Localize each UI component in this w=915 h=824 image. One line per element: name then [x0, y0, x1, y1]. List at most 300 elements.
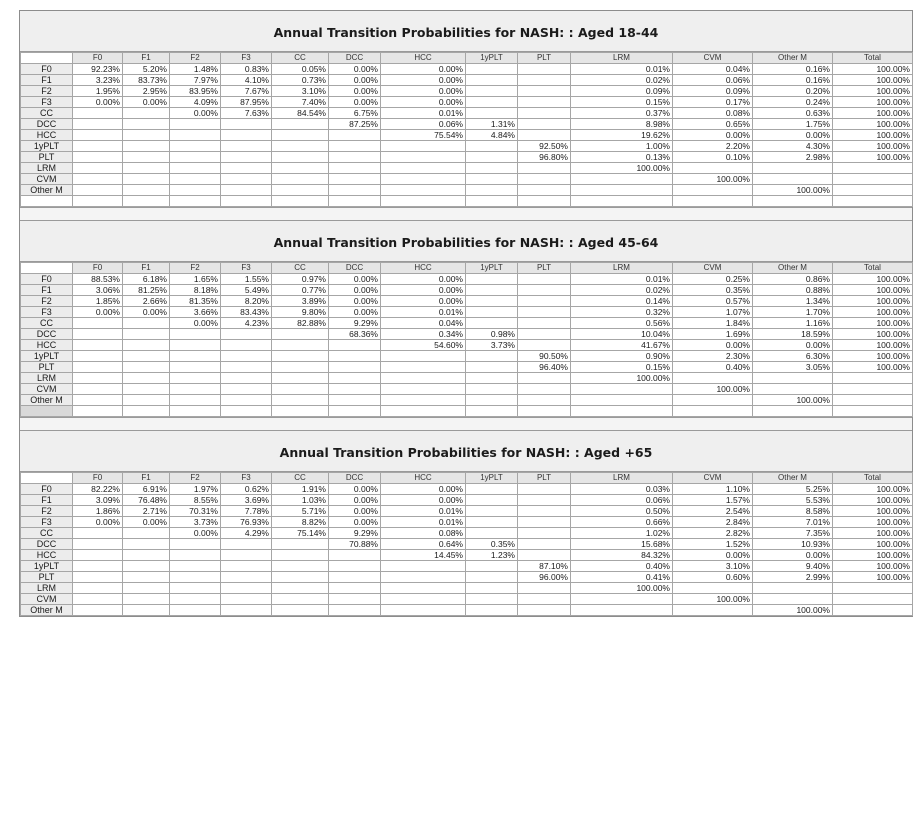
data-cell[interactable] — [170, 594, 221, 605]
data-cell[interactable]: 100.00% — [673, 174, 753, 185]
data-cell[interactable] — [466, 97, 518, 108]
data-cell[interactable] — [833, 373, 913, 384]
empty-cell[interactable] — [673, 406, 753, 417]
column-header[interactable]: CC — [272, 263, 329, 274]
data-cell[interactable]: 2.95% — [123, 86, 170, 97]
data-cell[interactable]: 2.30% — [673, 351, 753, 362]
data-cell[interactable]: 0.00% — [329, 506, 381, 517]
row-label[interactable]: F0 — [21, 64, 73, 75]
data-cell[interactable]: 1.52% — [673, 539, 753, 550]
row-label[interactable]: CVM — [21, 384, 73, 395]
data-cell[interactable] — [518, 528, 571, 539]
data-cell[interactable] — [381, 594, 466, 605]
data-cell[interactable]: 0.24% — [753, 97, 833, 108]
data-cell[interactable] — [272, 152, 329, 163]
data-cell[interactable]: 100.00% — [833, 97, 913, 108]
data-cell[interactable] — [123, 174, 170, 185]
data-cell[interactable]: 10.93% — [753, 539, 833, 550]
data-cell[interactable] — [518, 64, 571, 75]
data-cell[interactable] — [272, 130, 329, 141]
data-cell[interactable] — [833, 174, 913, 185]
empty-cell[interactable] — [170, 196, 221, 207]
data-cell[interactable]: 0.02% — [571, 75, 673, 86]
data-cell[interactable] — [466, 517, 518, 528]
data-cell[interactable]: 2.20% — [673, 141, 753, 152]
data-cell[interactable] — [518, 119, 571, 130]
data-cell[interactable] — [272, 384, 329, 395]
data-cell[interactable] — [221, 594, 272, 605]
data-cell[interactable]: 83.73% — [123, 75, 170, 86]
data-cell[interactable] — [518, 340, 571, 351]
data-cell[interactable] — [381, 351, 466, 362]
data-cell[interactable] — [73, 351, 123, 362]
row-label[interactable]: CC — [21, 318, 73, 329]
data-cell[interactable] — [272, 539, 329, 550]
data-cell[interactable]: 3.10% — [272, 86, 329, 97]
row-label[interactable]: CC — [21, 528, 73, 539]
empty-cell[interactable] — [571, 406, 673, 417]
data-cell[interactable] — [272, 141, 329, 152]
data-cell[interactable]: 70.31% — [170, 506, 221, 517]
data-cell[interactable] — [673, 163, 753, 174]
data-cell[interactable] — [466, 351, 518, 362]
data-cell[interactable] — [73, 318, 123, 329]
data-cell[interactable]: 0.00% — [381, 495, 466, 506]
data-cell[interactable] — [466, 495, 518, 506]
data-cell[interactable]: 100.00% — [833, 274, 913, 285]
data-cell[interactable]: 0.13% — [571, 152, 673, 163]
data-cell[interactable]: 76.48% — [123, 495, 170, 506]
data-cell[interactable] — [73, 594, 123, 605]
data-cell[interactable] — [73, 583, 123, 594]
data-cell[interactable] — [329, 362, 381, 373]
data-cell[interactable]: 100.00% — [833, 495, 913, 506]
data-cell[interactable] — [518, 108, 571, 119]
data-cell[interactable]: 1.57% — [673, 495, 753, 506]
data-cell[interactable] — [170, 362, 221, 373]
data-cell[interactable]: 82.88% — [272, 318, 329, 329]
data-cell[interactable]: 4.84% — [466, 130, 518, 141]
data-cell[interactable]: 0.00% — [329, 517, 381, 528]
data-cell[interactable]: 1.85% — [73, 296, 123, 307]
data-cell[interactable] — [518, 373, 571, 384]
data-cell[interactable] — [571, 185, 673, 196]
column-header[interactable]: DCC — [329, 473, 381, 484]
data-cell[interactable]: 8.20% — [221, 296, 272, 307]
data-cell[interactable]: 100.00% — [833, 517, 913, 528]
data-cell[interactable] — [518, 307, 571, 318]
column-header[interactable]: F1 — [123, 473, 170, 484]
data-cell[interactable]: 1.02% — [571, 528, 673, 539]
data-cell[interactable] — [170, 373, 221, 384]
data-cell[interactable] — [272, 583, 329, 594]
row-label[interactable]: LRM — [21, 583, 73, 594]
data-cell[interactable]: 0.00% — [170, 318, 221, 329]
data-cell[interactable] — [221, 185, 272, 196]
data-cell[interactable] — [73, 539, 123, 550]
row-label[interactable]: PLT — [21, 152, 73, 163]
data-cell[interactable] — [466, 572, 518, 583]
data-cell[interactable]: 0.63% — [753, 108, 833, 119]
row-label[interactable]: Other M — [21, 185, 73, 196]
data-cell[interactable] — [73, 384, 123, 395]
data-cell[interactable]: 100.00% — [833, 484, 913, 495]
data-cell[interactable]: 0.73% — [272, 75, 329, 86]
data-cell[interactable] — [753, 384, 833, 395]
data-cell[interactable] — [221, 583, 272, 594]
data-cell[interactable]: 100.00% — [833, 285, 913, 296]
data-cell[interactable]: 4.30% — [753, 141, 833, 152]
data-cell[interactable] — [73, 185, 123, 196]
data-cell[interactable]: 3.66% — [170, 307, 221, 318]
data-cell[interactable]: 100.00% — [833, 86, 913, 97]
column-header[interactable]: F3 — [221, 263, 272, 274]
data-cell[interactable]: 96.00% — [518, 572, 571, 583]
data-cell[interactable] — [329, 130, 381, 141]
data-cell[interactable]: 3.69% — [221, 495, 272, 506]
data-cell[interactable] — [123, 130, 170, 141]
data-cell[interactable] — [673, 185, 753, 196]
data-cell[interactable]: 0.00% — [123, 97, 170, 108]
empty-cell[interactable] — [833, 196, 913, 207]
data-cell[interactable] — [170, 605, 221, 616]
data-cell[interactable]: 0.00% — [381, 75, 466, 86]
data-cell[interactable] — [518, 174, 571, 185]
data-cell[interactable] — [466, 318, 518, 329]
column-header[interactable]: CVM — [673, 263, 753, 274]
data-cell[interactable] — [73, 329, 123, 340]
data-cell[interactable] — [329, 152, 381, 163]
data-cell[interactable]: 0.00% — [329, 86, 381, 97]
data-cell[interactable] — [221, 163, 272, 174]
data-cell[interactable] — [221, 561, 272, 572]
data-cell[interactable] — [518, 550, 571, 561]
data-cell[interactable] — [381, 572, 466, 583]
data-cell[interactable] — [518, 506, 571, 517]
row-label[interactable]: PLT — [21, 572, 73, 583]
data-cell[interactable] — [466, 561, 518, 572]
data-cell[interactable]: 8.58% — [753, 506, 833, 517]
data-cell[interactable]: 0.00% — [329, 97, 381, 108]
data-cell[interactable] — [466, 174, 518, 185]
data-cell[interactable] — [73, 174, 123, 185]
data-cell[interactable] — [221, 152, 272, 163]
data-cell[interactable]: 0.00% — [381, 86, 466, 97]
data-cell[interactable]: 0.00% — [329, 495, 381, 506]
data-cell[interactable]: 0.00% — [329, 274, 381, 285]
data-cell[interactable] — [123, 605, 170, 616]
data-cell[interactable] — [466, 583, 518, 594]
column-header[interactable]: DCC — [329, 263, 381, 274]
data-cell[interactable] — [466, 594, 518, 605]
data-cell[interactable]: 0.64% — [381, 539, 466, 550]
corner-cell[interactable] — [21, 263, 73, 274]
data-cell[interactable] — [221, 329, 272, 340]
data-cell[interactable]: 4.09% — [170, 97, 221, 108]
empty-cell[interactable] — [272, 406, 329, 417]
data-cell[interactable] — [272, 351, 329, 362]
data-cell[interactable] — [381, 605, 466, 616]
data-cell[interactable]: 0.66% — [571, 517, 673, 528]
data-cell[interactable]: 7.35% — [753, 528, 833, 539]
data-cell[interactable]: 0.62% — [221, 484, 272, 495]
row-label[interactable]: F1 — [21, 285, 73, 296]
data-cell[interactable]: 0.98% — [466, 329, 518, 340]
data-cell[interactable] — [73, 152, 123, 163]
data-cell[interactable]: 0.00% — [381, 484, 466, 495]
empty-cell[interactable] — [381, 196, 466, 207]
data-cell[interactable] — [170, 351, 221, 362]
data-cell[interactable]: 100.00% — [571, 163, 673, 174]
data-cell[interactable]: 87.95% — [221, 97, 272, 108]
data-cell[interactable] — [123, 141, 170, 152]
data-cell[interactable]: 5.71% — [272, 506, 329, 517]
data-cell[interactable]: 5.25% — [753, 484, 833, 495]
data-cell[interactable] — [329, 340, 381, 351]
data-cell[interactable]: 2.66% — [123, 296, 170, 307]
data-cell[interactable]: 1.31% — [466, 119, 518, 130]
data-cell[interactable] — [329, 594, 381, 605]
data-cell[interactable] — [753, 583, 833, 594]
data-cell[interactable] — [123, 572, 170, 583]
data-cell[interactable] — [673, 373, 753, 384]
data-cell[interactable] — [833, 395, 913, 406]
data-cell[interactable] — [518, 594, 571, 605]
row-label[interactable]: CVM — [21, 174, 73, 185]
data-cell[interactable]: 1.86% — [73, 506, 123, 517]
data-cell[interactable] — [272, 340, 329, 351]
data-cell[interactable]: 0.05% — [272, 64, 329, 75]
data-cell[interactable]: 0.00% — [673, 130, 753, 141]
data-cell[interactable]: 2.84% — [673, 517, 753, 528]
data-cell[interactable] — [329, 185, 381, 196]
data-cell[interactable]: 1.34% — [753, 296, 833, 307]
data-cell[interactable] — [833, 605, 913, 616]
data-cell[interactable] — [272, 174, 329, 185]
data-cell[interactable]: 0.16% — [753, 75, 833, 86]
data-cell[interactable] — [466, 362, 518, 373]
data-cell[interactable]: 1.75% — [753, 119, 833, 130]
data-cell[interactable]: 0.35% — [673, 285, 753, 296]
data-cell[interactable] — [272, 329, 329, 340]
data-cell[interactable] — [170, 384, 221, 395]
data-cell[interactable]: 0.10% — [673, 152, 753, 163]
data-cell[interactable] — [123, 185, 170, 196]
data-cell[interactable] — [272, 561, 329, 572]
data-cell[interactable]: 3.73% — [466, 340, 518, 351]
data-cell[interactable]: 0.00% — [329, 484, 381, 495]
data-cell[interactable]: 0.88% — [753, 285, 833, 296]
column-header[interactable]: HCC — [381, 473, 466, 484]
data-cell[interactable] — [518, 97, 571, 108]
data-cell[interactable]: 100.00% — [833, 572, 913, 583]
data-cell[interactable]: 0.15% — [571, 97, 673, 108]
row-label[interactable]: LRM — [21, 373, 73, 384]
data-cell[interactable]: 81.35% — [170, 296, 221, 307]
column-header[interactable]: F2 — [170, 53, 221, 64]
row-label[interactable]: F2 — [21, 86, 73, 97]
column-header[interactable]: Other M — [753, 53, 833, 64]
empty-cell[interactable] — [381, 406, 466, 417]
data-cell[interactable]: 2.99% — [753, 572, 833, 583]
column-header[interactable]: CVM — [673, 53, 753, 64]
data-cell[interactable] — [381, 174, 466, 185]
data-cell[interactable]: 0.56% — [571, 318, 673, 329]
data-cell[interactable] — [381, 362, 466, 373]
data-cell[interactable]: 9.80% — [272, 307, 329, 318]
data-cell[interactable]: 0.00% — [381, 285, 466, 296]
data-cell[interactable]: 100.00% — [833, 539, 913, 550]
data-cell[interactable]: 100.00% — [833, 351, 913, 362]
data-cell[interactable] — [466, 296, 518, 307]
data-cell[interactable] — [833, 583, 913, 594]
empty-cell[interactable] — [221, 406, 272, 417]
data-cell[interactable] — [329, 583, 381, 594]
row-label[interactable]: DCC — [21, 119, 73, 130]
data-cell[interactable]: 0.00% — [73, 97, 123, 108]
row-label[interactable]: F3 — [21, 97, 73, 108]
data-cell[interactable]: 6.18% — [123, 274, 170, 285]
empty-cell[interactable] — [571, 196, 673, 207]
data-cell[interactable]: 100.00% — [833, 296, 913, 307]
data-cell[interactable] — [518, 329, 571, 340]
data-cell[interactable] — [466, 152, 518, 163]
data-cell[interactable] — [221, 550, 272, 561]
data-cell[interactable] — [753, 373, 833, 384]
data-cell[interactable] — [381, 185, 466, 196]
column-header[interactable]: F3 — [221, 473, 272, 484]
data-cell[interactable]: 82.22% — [73, 484, 123, 495]
column-header[interactable]: 1yPLT — [466, 473, 518, 484]
data-cell[interactable]: 81.25% — [123, 285, 170, 296]
row-label[interactable]: DCC — [21, 539, 73, 550]
data-cell[interactable]: 1.97% — [170, 484, 221, 495]
empty-cell[interactable] — [329, 406, 381, 417]
data-cell[interactable] — [518, 583, 571, 594]
column-header[interactable]: F2 — [170, 473, 221, 484]
empty-cell[interactable] — [221, 196, 272, 207]
data-cell[interactable]: 0.08% — [381, 528, 466, 539]
data-cell[interactable] — [221, 119, 272, 130]
row-label[interactable]: CVM — [21, 594, 73, 605]
data-cell[interactable]: 0.00% — [381, 97, 466, 108]
data-cell[interactable]: 54.60% — [381, 340, 466, 351]
data-cell[interactable]: 100.00% — [833, 64, 913, 75]
column-header[interactable]: Other M — [753, 263, 833, 274]
data-cell[interactable] — [123, 329, 170, 340]
data-cell[interactable] — [73, 108, 123, 119]
data-cell[interactable] — [329, 395, 381, 406]
data-cell[interactable] — [123, 163, 170, 174]
data-cell[interactable] — [466, 75, 518, 86]
data-cell[interactable]: 87.10% — [518, 561, 571, 572]
data-cell[interactable] — [466, 285, 518, 296]
data-cell[interactable] — [123, 384, 170, 395]
data-cell[interactable] — [466, 108, 518, 119]
data-cell[interactable]: 0.40% — [571, 561, 673, 572]
data-cell[interactable]: 0.57% — [673, 296, 753, 307]
data-cell[interactable] — [329, 561, 381, 572]
data-cell[interactable] — [221, 384, 272, 395]
data-cell[interactable]: 0.32% — [571, 307, 673, 318]
data-cell[interactable]: 4.23% — [221, 318, 272, 329]
data-cell[interactable]: 84.32% — [571, 550, 673, 561]
empty-cell[interactable] — [518, 196, 571, 207]
data-cell[interactable] — [833, 163, 913, 174]
data-cell[interactable]: 100.00% — [571, 583, 673, 594]
data-cell[interactable] — [329, 351, 381, 362]
row-label[interactable]: F3 — [21, 517, 73, 528]
data-cell[interactable] — [73, 130, 123, 141]
data-cell[interactable] — [123, 340, 170, 351]
data-cell[interactable] — [329, 572, 381, 583]
data-cell[interactable] — [73, 141, 123, 152]
data-cell[interactable] — [123, 108, 170, 119]
data-cell[interactable] — [329, 605, 381, 616]
data-cell[interactable]: 1.55% — [221, 274, 272, 285]
data-cell[interactable]: 100.00% — [673, 594, 753, 605]
data-cell[interactable] — [833, 594, 913, 605]
data-cell[interactable] — [73, 572, 123, 583]
empty-cell[interactable] — [329, 196, 381, 207]
data-cell[interactable] — [123, 318, 170, 329]
column-header[interactable]: PLT — [518, 263, 571, 274]
data-cell[interactable]: 9.40% — [753, 561, 833, 572]
data-cell[interactable]: 7.78% — [221, 506, 272, 517]
data-cell[interactable]: 100.00% — [833, 528, 913, 539]
data-cell[interactable]: 0.09% — [673, 86, 753, 97]
data-cell[interactable]: 0.00% — [329, 75, 381, 86]
data-cell[interactable]: 15.68% — [571, 539, 673, 550]
column-header[interactable]: PLT — [518, 53, 571, 64]
row-label[interactable]: F0 — [21, 274, 73, 285]
data-cell[interactable]: 92.50% — [518, 141, 571, 152]
data-cell[interactable]: 100.00% — [833, 362, 913, 373]
data-cell[interactable]: 0.00% — [753, 130, 833, 141]
empty-cell[interactable] — [21, 406, 73, 417]
data-cell[interactable]: 96.40% — [518, 362, 571, 373]
data-cell[interactable] — [170, 340, 221, 351]
row-label[interactable]: Other M — [21, 395, 73, 406]
data-cell[interactable]: 0.00% — [123, 307, 170, 318]
data-cell[interactable] — [73, 163, 123, 174]
data-cell[interactable]: 0.00% — [329, 64, 381, 75]
data-cell[interactable] — [329, 163, 381, 174]
data-cell[interactable] — [673, 583, 753, 594]
column-header[interactable]: 1yPLT — [466, 53, 518, 64]
data-cell[interactable] — [73, 528, 123, 539]
data-cell[interactable]: 75.54% — [381, 130, 466, 141]
data-cell[interactable]: 0.35% — [466, 539, 518, 550]
data-cell[interactable] — [73, 373, 123, 384]
data-cell[interactable] — [221, 605, 272, 616]
data-cell[interactable] — [123, 528, 170, 539]
data-cell[interactable]: 0.20% — [753, 86, 833, 97]
column-header[interactable]: Other M — [753, 473, 833, 484]
data-cell[interactable] — [329, 550, 381, 561]
data-cell[interactable] — [170, 174, 221, 185]
data-cell[interactable] — [221, 141, 272, 152]
empty-cell[interactable] — [466, 196, 518, 207]
column-header[interactable]: Total — [833, 473, 913, 484]
data-cell[interactable]: 5.49% — [221, 285, 272, 296]
data-cell[interactable] — [329, 141, 381, 152]
data-cell[interactable] — [571, 174, 673, 185]
row-label[interactable]: LRM — [21, 163, 73, 174]
data-cell[interactable]: 4.29% — [221, 528, 272, 539]
data-cell[interactable]: 3.10% — [673, 561, 753, 572]
data-cell[interactable]: 83.95% — [170, 86, 221, 97]
